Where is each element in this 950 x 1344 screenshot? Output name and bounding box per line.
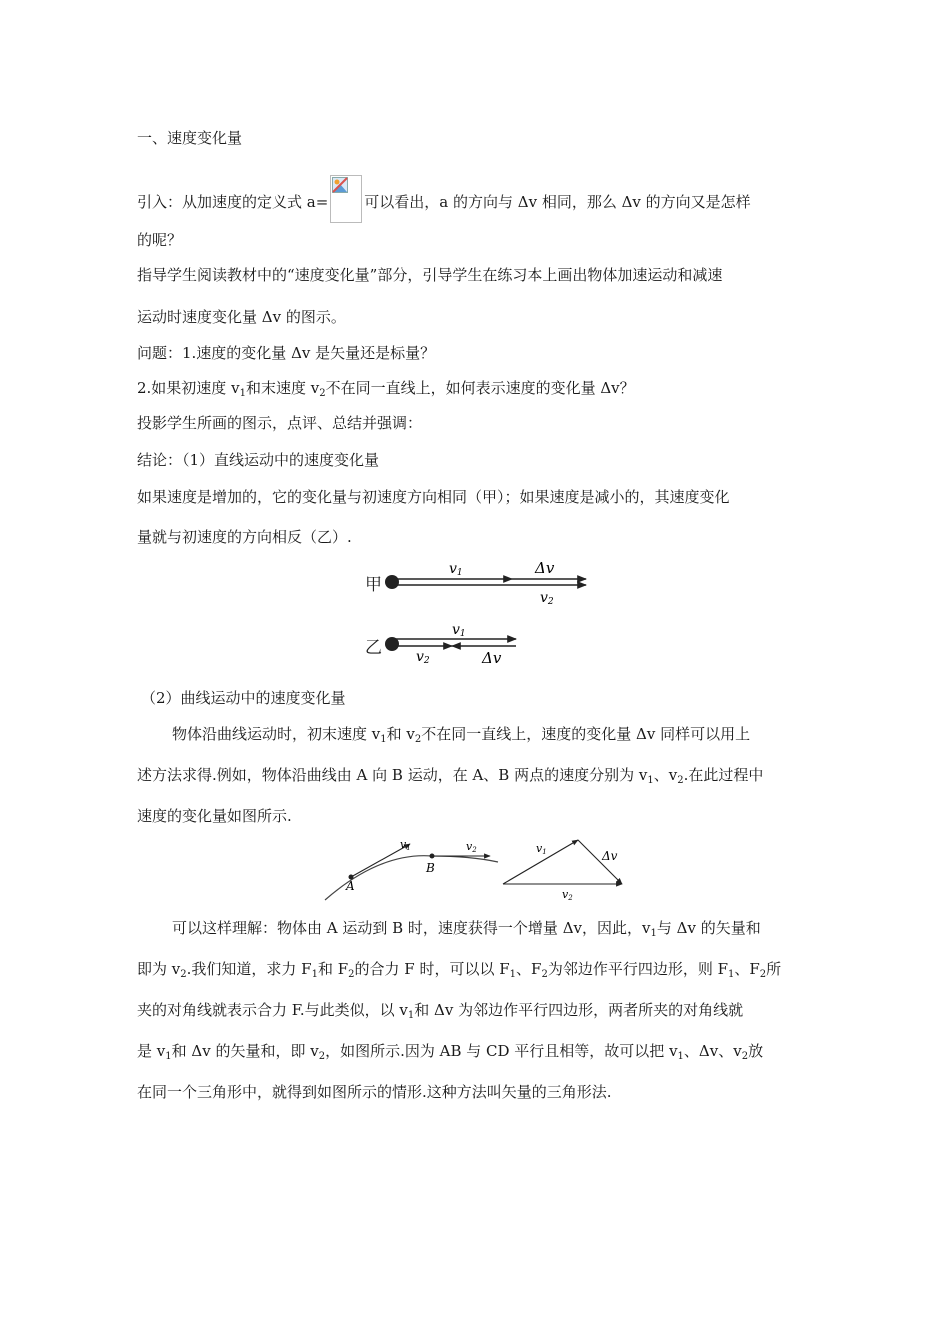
paragraph-1-line-1: 如果速度是增加的，它的变化量与初速度方向相同（甲）；如果速度是减小的，其速度变化 [137, 488, 730, 506]
label-jia: 甲 [365, 575, 382, 595]
intro-prefix: 引入：从加速度的定义式 a= [137, 193, 329, 211]
label-v1-triangle: v1 [536, 842, 547, 856]
question-2 [137, 378, 635, 404]
q2-sub-2: 2 [319, 388, 326, 399]
label-v2-jia: v2 [540, 590, 554, 607]
conclusion-line: 结论：（1）直线运动中的速度变化量 [137, 451, 380, 469]
intro-suffix: 可以看出，a 的方向与 Δv 相同，那么 Δv 的方向又是怎样 [364, 193, 751, 211]
label-v2-triangle: v2 [562, 888, 573, 902]
label-v2-yi: v2 [416, 649, 430, 666]
paragraph-3-line-1: 可以这样理解：物体由 A 运动到 B 时，速度获得一个增量 Δv，因此，$v_1$与 Δv 的矢量和 [172, 919, 761, 939]
paragraph-2-line-2: 述方法求得.例如，物体沿曲线由 A 向 B 运动，在 A、B 两点的速度分别为 $v_1$、$v_2$.在此过程中 [137, 766, 764, 786]
guide-line-1: 指导学生阅读教材中的“速度变化量”部分，引导学生在练习本上画出物体加速运动和减速 [137, 266, 723, 284]
q2-text-b: 和末速度 v [245, 379, 320, 397]
label-b: B [426, 861, 435, 875]
label-v1-jia: v1 [449, 561, 463, 578]
label-dv-triangle: Δv [602, 849, 618, 863]
paragraph-1-line-2: 量就与初速度的方向相反（乙）. [137, 528, 352, 546]
label-v2-curve: v2 [466, 840, 477, 854]
paragraph-2-line-3: 速度的变化量如图所示. [137, 807, 292, 825]
label-a: A [346, 879, 355, 893]
object-dot-jia [385, 575, 399, 589]
question-1: 问题：1.速度的变化量 Δv 是矢量还是标量？ [137, 344, 436, 362]
q2-text-a: 2.如果初速度 v [137, 379, 240, 397]
curved-motion-figure [320, 832, 640, 904]
intro-continuation: 的呢？ [137, 231, 183, 249]
paragraph-3-line-4: 是 $v_1$和 Δv 的矢量和，即 $v_2$，如图所示.因为 AB 与 CD 平行且相等，故可以把 $v_1$、Δv、$v_2$放 [137, 1042, 764, 1062]
guide-line-2: 运动时速度变化量 Δv 的图示。 [137, 308, 346, 326]
label-v1-curve: v1 [400, 838, 411, 852]
label-v1-yi: v1 [452, 622, 466, 639]
paragraph-2-line-1: 物体沿曲线运动时，初末速度 $v_1$和 $v_2$不在同一直线上，速度的变化量 Δv 同样可以用上 [172, 725, 751, 745]
broken-image-icon [330, 175, 362, 223]
straight-line-figure [360, 555, 600, 670]
intro-line [137, 175, 751, 223]
section-heading: 一、速度变化量 [137, 129, 243, 147]
section-2-heading: （2）曲线运动中的速度变化量 [141, 689, 346, 707]
label-dv-jia: Δv [535, 559, 555, 577]
paragraph-3-line-2: 即为 $v_2$.我们知道，求力 $F_1$和 $F_2$的合力 F 时，可以以 $F_1$、$F_2$为邻边作平行四边形，则 $F_1$、$F_2$所 [137, 960, 782, 980]
q2-text-c: 不在同一直线上，如何表示速度的变化量 Δv？ [325, 379, 635, 397]
label-dv-yi: Δv [482, 649, 502, 667]
paragraph-3-line-5: 在同一个三角形中，就得到如图所示的情形.这种方法叫矢量的三角形法. [137, 1083, 612, 1101]
projection-line: 投影学生所画的图示，点评、总结并强调： [137, 414, 423, 432]
paragraph-3-line-3: 夹的对角线就表示合力 F.与此类似，以 $v_1$和 Δv 为邻边作平行四边形，两者所夹的对角线就 [137, 1001, 744, 1021]
label-yi: 乙 [365, 638, 382, 658]
q2-sub-1: 1 [239, 388, 246, 399]
